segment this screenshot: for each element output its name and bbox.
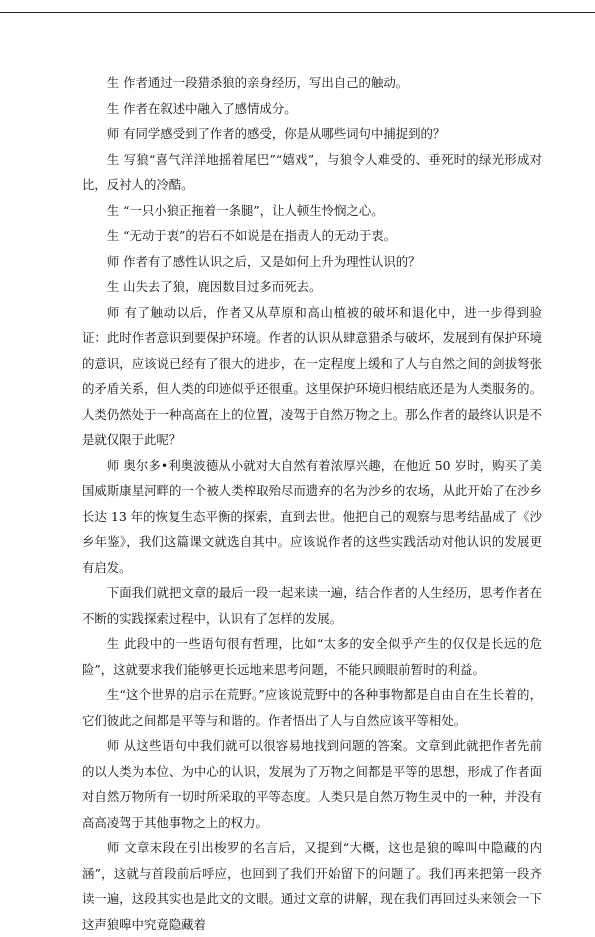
paragraph: 下面我们就把文章的最后一段一起来读一遍，结合作者的人生经历，思考作者在不断的实践探索过程中，认识有了怎样的发展。	[82, 585, 542, 626]
paragraph: 生“这个世界的启示在荒野。”应该说荒野中的各种事物都是自由自在生长着的，它们彼此之间都是平等与和谐的。作者悟出了人与自然应该平等相处。	[82, 687, 542, 728]
paragraph: 师 文章末段在引出梭罗的名言后，又提到“大概，这也是狼的嗥叫中隐藏的内涵”，这就与首段前后呼应，也回到了我们开始留下的问题了。我们再来把第一段齐读一遍，这段其实也是此文的文眼。通过文章的讲解，现在我们再回过头来领会一下这声狼嗥中究竟隐藏着	[82, 840, 542, 932]
paragraph: 师 有同学感受到了作者的感受，你是从哪些词句中捕捉到的？	[106, 126, 446, 141]
paragraph: 生 “无动于衷”的岩石不如说是在指责人的无动于衷。	[106, 228, 396, 243]
paragraph: 师 作者有了感性认识之后，又是如何上升为理性认识的？	[106, 253, 421, 269]
paragraph: 生 此段中的一些语句很有哲理，比如“太多的安全似乎产生的仅仅是长远的危险”，这就要求我们能够更长远地来思考问题，不能只顾眼前暂时的利益。	[82, 636, 542, 677]
paragraph: 生 “一只小狼正拖着一条腿”，让人顿生怜悯之心。	[106, 202, 384, 218]
paragraph: 生 山失去了狼，鹿因数目过多而死去。	[106, 279, 322, 294]
paragraph: 生 写狼“喜气洋洋地摇着尾巴”“嬉戏”，与狼令人难受的、垂死时的绿光形成对比，反衬人的冷酷。	[82, 151, 542, 192]
paragraph: 师 从这些语句中我们就可以很容易地找到问题的答案。文章到此就把作者先前的以人类为本位、为中心的认识，发展为了万物之间都是平等的思想，形成了作者面对自然万物所有一切时所采取的平等态度。人类只是自然万物生灵中的一种，并没有高高凌驾于其他事物之上的权力。	[82, 738, 542, 830]
paragraph: 生 作者在叙述中融入了感情成分。	[106, 100, 297, 116]
paragraph: 生 作者通过一段猎杀狼的亲身经历，写出自己的触动。	[106, 75, 409, 90]
header-rule	[0, 12, 595, 13]
paragraph: 师 奥尔多•利奥波德从小就对大自然有着浓厚兴趣，在他近 50 岁时，购买了美国威斯康星河畔的一个被人类榨取殆尽而遗弃的名为沙乡的农场，从此开始了在沙乡长达 13 年的恢复生态平衡的探索，直到去世。他把自己的观察与思考结晶成了《沙乡年鉴》，我们这篇课文就选自其中。应该说作者的这些实践活动对他认识的发展更有启发。	[82, 457, 542, 575]
document-body	[82, 70, 542, 937]
paragraph: 师 有了触动以后，作者又从草原和高山植被的破坏和退化中，进一步得到验证：此时作者意识到要保护环境。作者的认识从肆意猎杀与破坏，发展到有保护环境的意识，应该说已经有了很大的进步，在一定程度上缓和了人与自然之间的剑拔弩张的矛盾关系，但人类的印迹似乎还很重。这里保护环境归根结底还是为人类服务的。人类仍然处于一种高高在上的位置，凌驾于自然万物之上。那么作者的最终认识是不是就仅限于此呢？	[82, 304, 542, 447]
